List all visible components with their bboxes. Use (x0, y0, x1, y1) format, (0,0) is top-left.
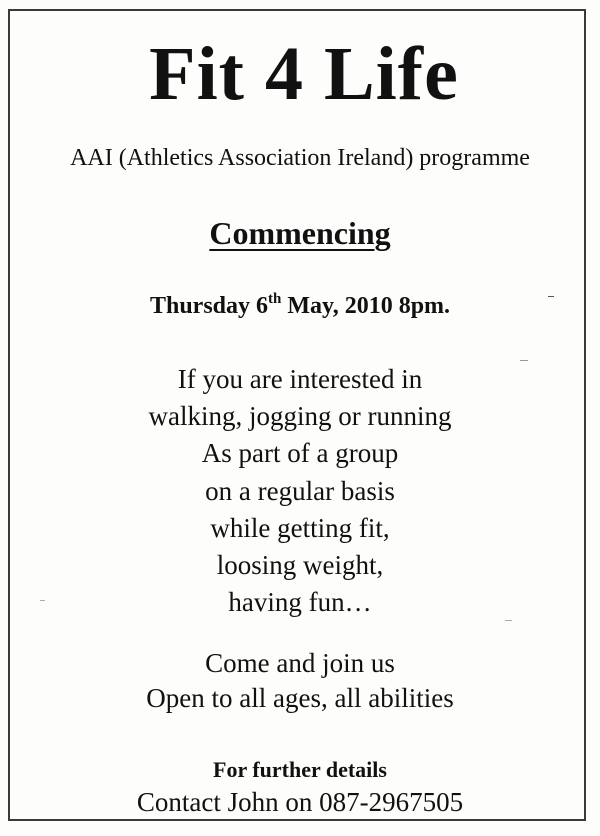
date-rest: May, 2010 8pm. (281, 293, 451, 319)
invitation-text (0, 361, 600, 621)
invitation-line: If you are interested in (177, 364, 423, 394)
join-line: Come and join us (205, 648, 395, 678)
invitation-line: As part of a group (201, 438, 399, 469)
invitation-line: on a regular basis (205, 475, 395, 506)
date-weekday-day: Thursday 6 (149, 293, 269, 319)
date-ordinal-suffix: th (268, 291, 282, 307)
scan-speck (520, 360, 528, 361)
invitation-line: having fun… (228, 587, 372, 618)
start-date (0, 289, 600, 323)
invitation-line: while getting fit, (210, 512, 390, 543)
join-line: Open to all ages, all abilities (146, 683, 454, 713)
scan-speck (40, 600, 45, 601)
scan-speck (548, 296, 554, 297)
flyer-subtitle: AAI (Athletics Association Ireland) programme (70, 145, 530, 171)
commencing-heading: Commencing (209, 215, 391, 251)
invitation-line: walking, jogging or running (148, 401, 452, 432)
contact-line: Contact John on 087-2967505 (136, 787, 464, 817)
scan-speck (505, 620, 512, 621)
details-heading: For further details (213, 757, 387, 782)
flyer-title: Fit 4 Life (149, 32, 459, 116)
invitation-line: loosing weight, (216, 550, 384, 581)
join-text (0, 646, 600, 716)
